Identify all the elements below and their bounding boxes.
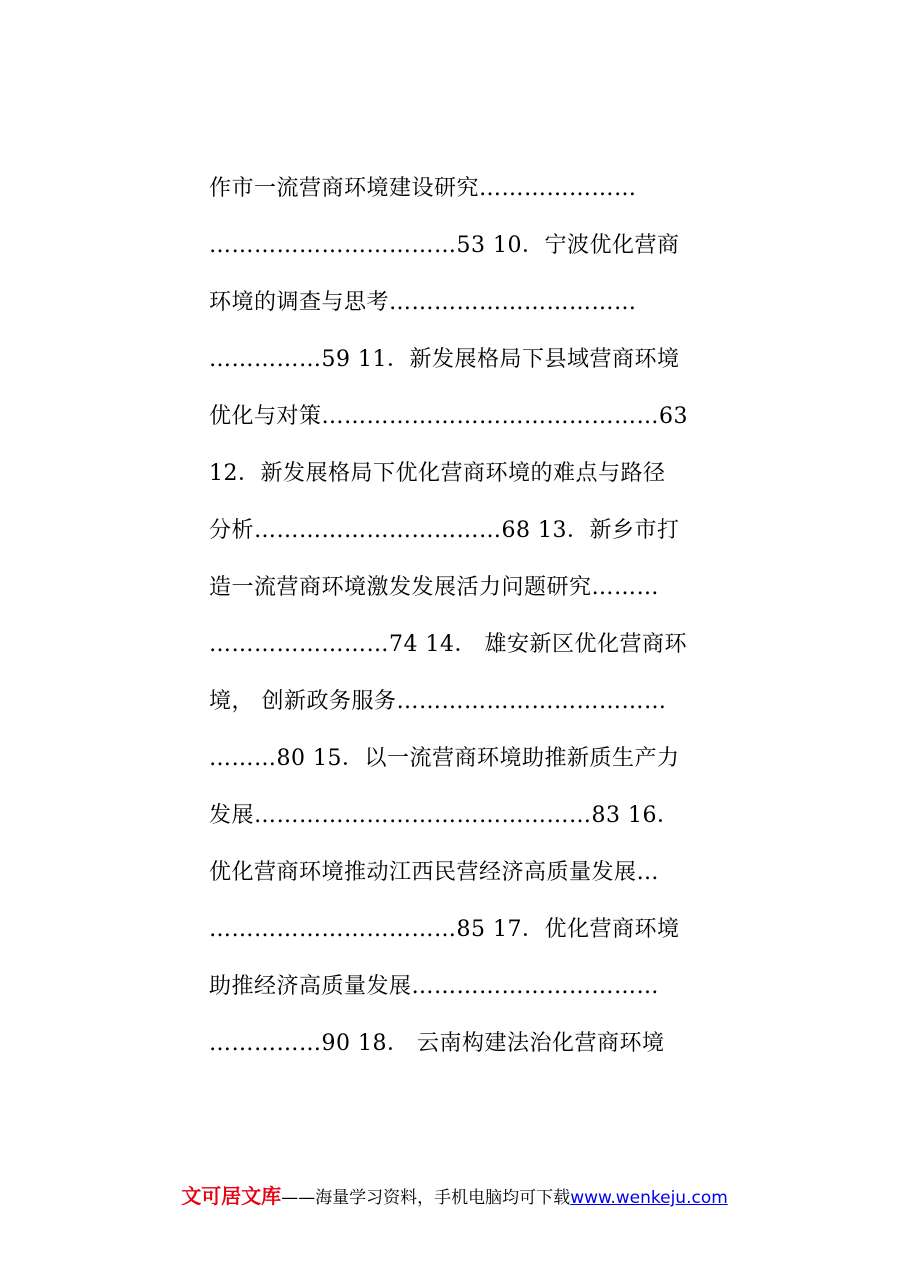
toc-line: 造一流营商环境激发发展活力问题研究……… [209, 575, 660, 600]
toc-line: 境， 创新政务服务……………………………… [209, 689, 667, 714]
toc-line: ……………59 11．新发展格局下县域营商环境 [209, 347, 680, 372]
toc-line: ……………………………85 17．优化营商环境 [209, 917, 680, 942]
toc-line: 作市一流营商环境建设研究………………… [209, 176, 637, 201]
footer-tagline: ——海量学习资料，手机电脑均可下载 [281, 1188, 571, 1208]
toc-line: 助推经济高质量发展…………………………… [209, 974, 660, 999]
toc-line: ……………90 18． 云南构建法治化营商环境 [209, 1031, 665, 1056]
toc-line: ……………………74 14． 雄安新区优化营商环 [209, 632, 687, 657]
toc-line: 12．新发展格局下优化营商环境的难点与路径 [209, 461, 666, 486]
toc-line: 优化与对策………………………………………63 [209, 404, 688, 429]
footer-site-link[interactable]: www.wenkeju.com [570, 1188, 728, 1208]
toc-line: 环境的调查与思考…………………………… [209, 290, 637, 315]
toc-line: 优化营商环境推动江西民营经济高质量发展… [209, 860, 660, 885]
toc-line: 发展………………………………………83 16． [209, 803, 680, 828]
toc-line: ……………………………53 10．宁波优化营商 [209, 233, 680, 258]
toc-line: 分析……………………………68 13．新乡市打 [209, 518, 680, 543]
footer-brand: 文可居文库 [181, 1184, 282, 1208]
page-footer [0, 1180, 909, 1209]
table-of-contents [209, 160, 719, 1072]
toc-line: ………80 15．以一流营商环境助推新质生产力 [209, 746, 680, 771]
